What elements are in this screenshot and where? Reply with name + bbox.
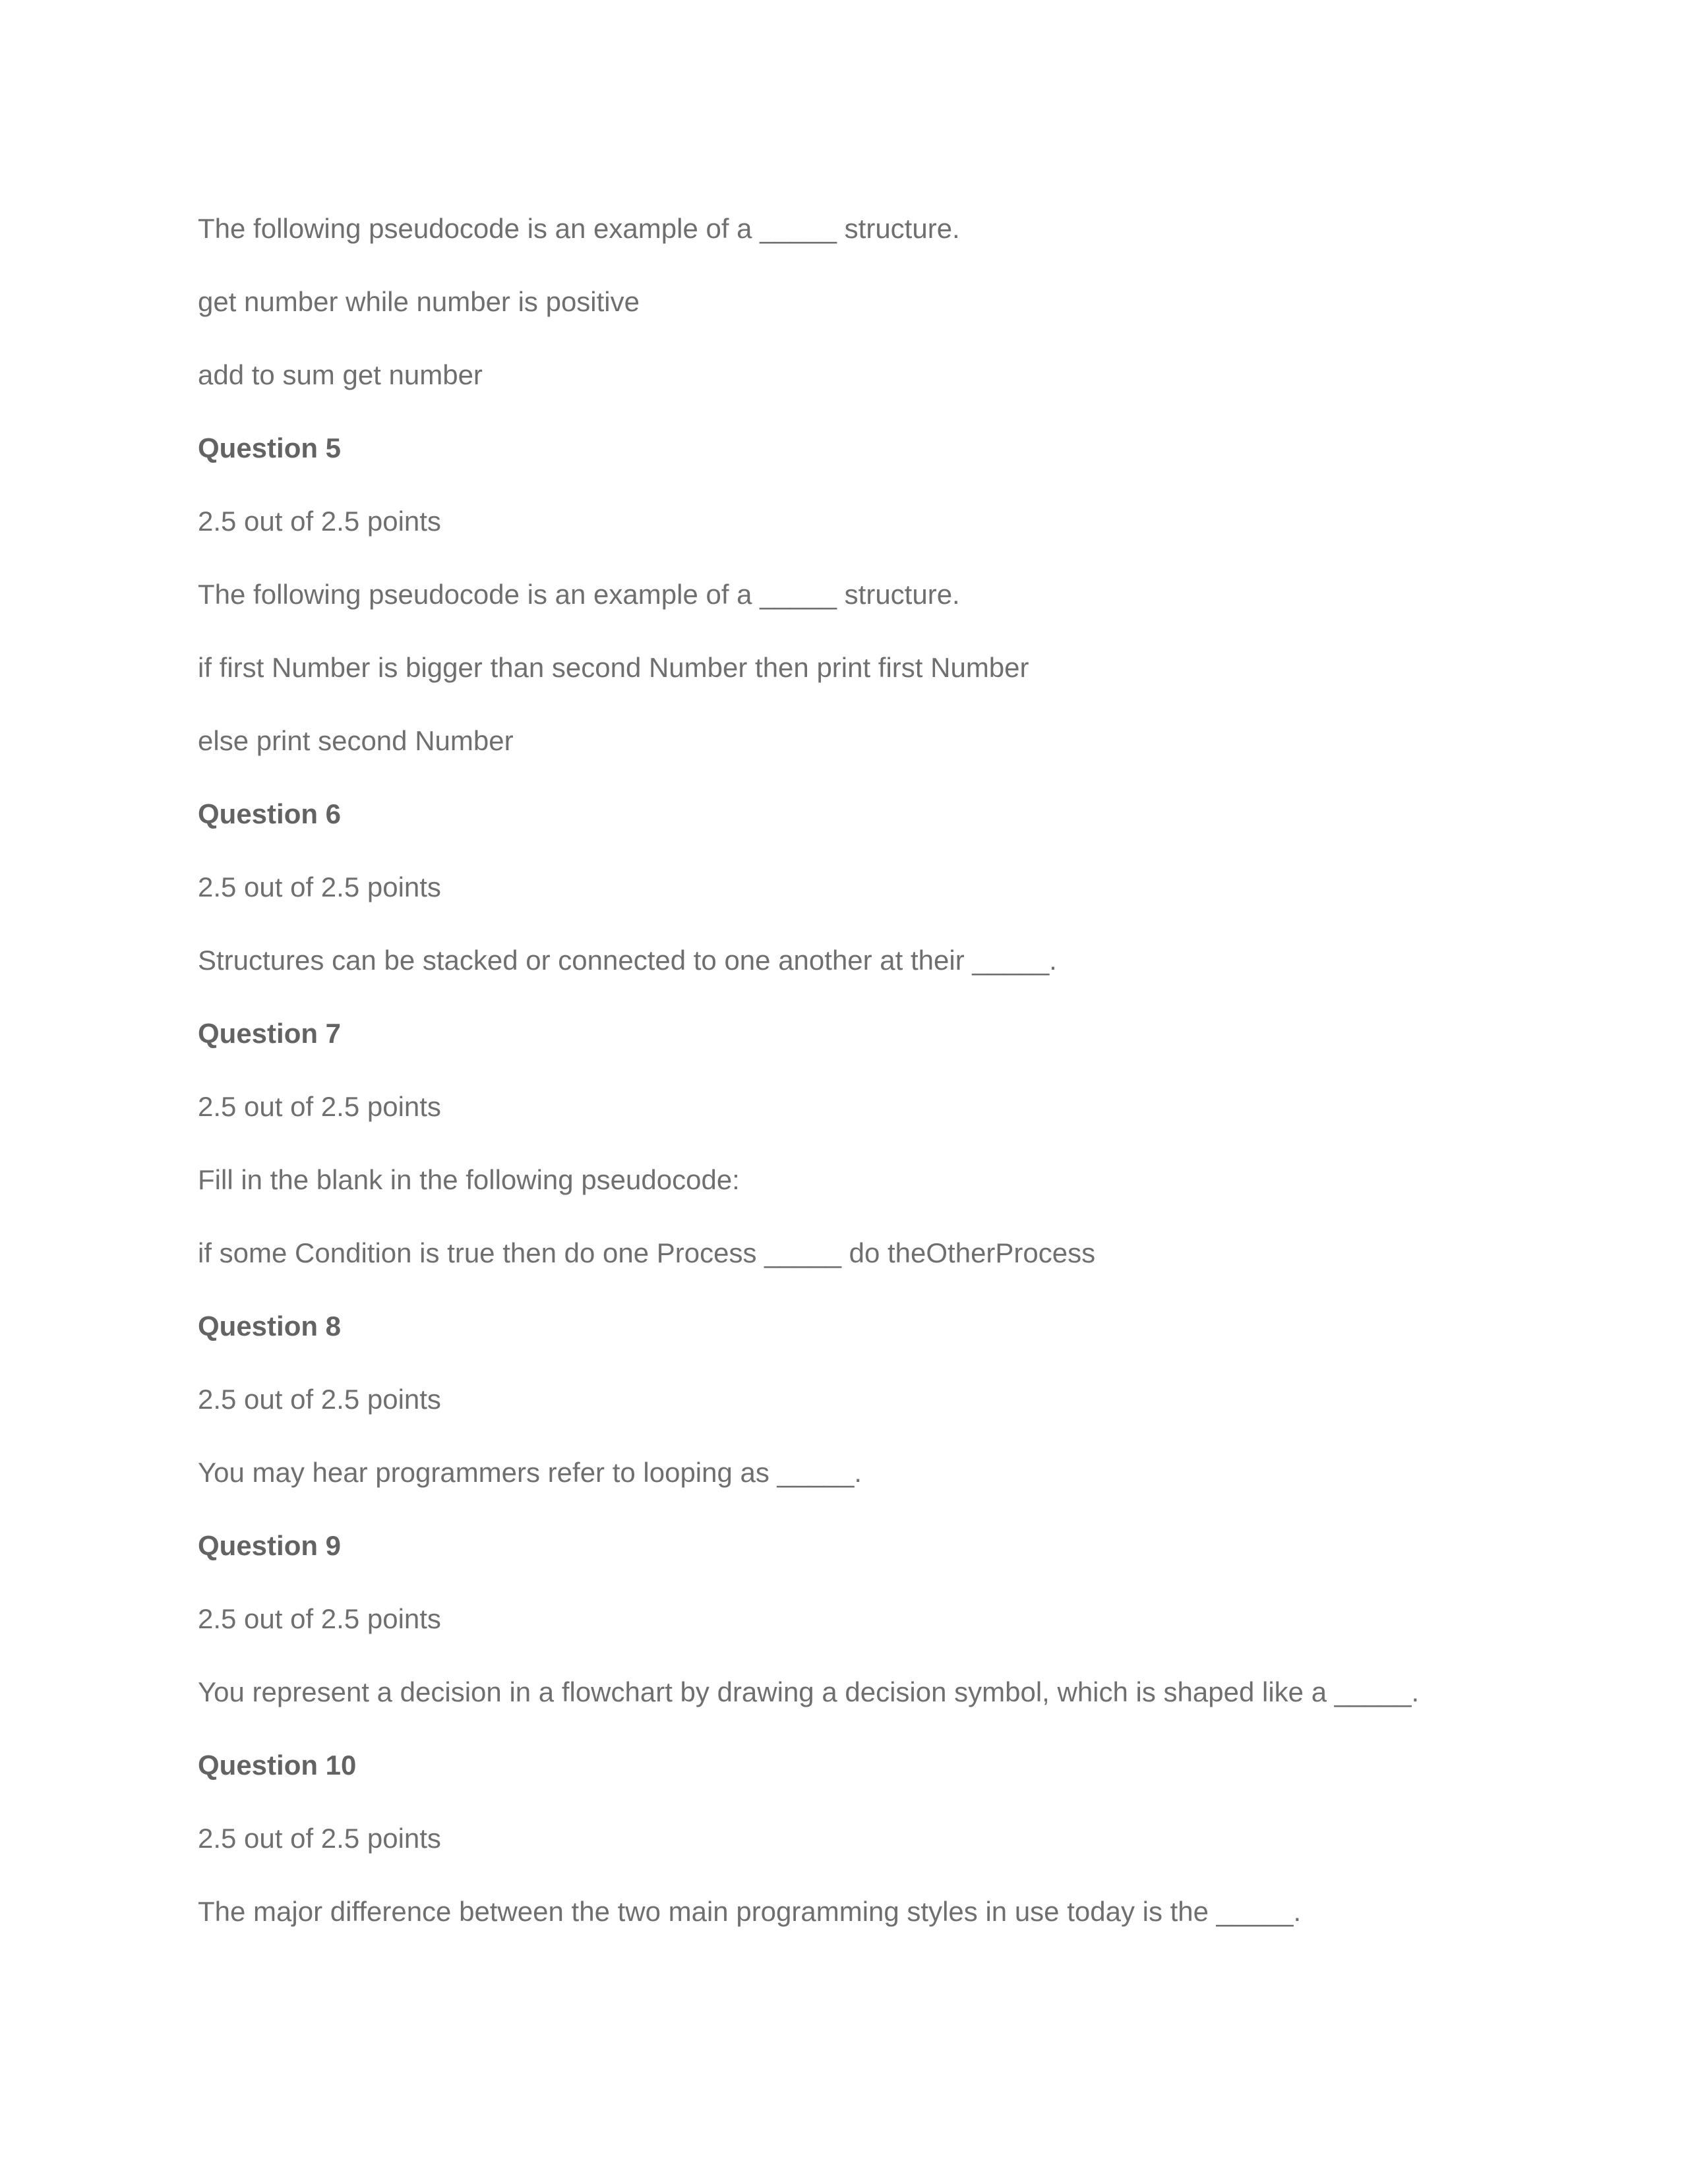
- question-7-heading: Question 7: [198, 1018, 342, 1049]
- pseudocode-line: if first Number is bigger than second Number then print first Number: [198, 652, 1029, 683]
- question-8-score: 2.5 out of 2.5 points: [198, 1384, 441, 1415]
- question-9-heading: Question 9: [198, 1530, 342, 1561]
- pseudocode-line: else print second Number: [198, 725, 514, 756]
- question-7-text: Fill in the blank in the following pseudocode:: [198, 1164, 740, 1195]
- question-10-text: The major difference between the two main programming styles in use today is the _____.: [198, 1896, 1302, 1927]
- question-6-text: Structures can be stacked or connected to one another at their _____.: [198, 945, 1057, 976]
- question-9-text: You represent a decision in a flowchart by drawing a decision symbol, which is shaped like a _____.: [198, 1676, 1420, 1707]
- question-7-score: 2.5 out of 2.5 points: [198, 1091, 441, 1122]
- pseudocode-line: add to sum get number: [198, 359, 483, 390]
- question-10-score: 2.5 out of 2.5 points: [198, 1823, 441, 1854]
- question-8-heading: Question 8: [198, 1311, 342, 1342]
- question-5-score: 2.5 out of 2.5 points: [198, 506, 441, 537]
- question-5-text: The following pseudocode is an example of a _____ structure.: [198, 579, 960, 610]
- document-content: [198, 212, 1517, 1968]
- question-6-score: 2.5 out of 2.5 points: [198, 871, 441, 902]
- pseudocode-line: if some Condition is true then do one Process _____ do theOtherProcess: [198, 1237, 1096, 1268]
- question-6-heading: Question 6: [198, 798, 342, 829]
- pseudocode-line: get number while number is positive: [198, 286, 640, 317]
- question-8-text: You may hear programmers refer to looping as _____.: [198, 1457, 862, 1488]
- question-text: The following pseudocode is an example of a _____ structure.: [198, 213, 960, 244]
- question-5-heading: Question 5: [198, 432, 342, 463]
- question-9-score: 2.5 out of 2.5 points: [198, 1603, 441, 1634]
- question-10-heading: Question 10: [198, 1750, 357, 1781]
